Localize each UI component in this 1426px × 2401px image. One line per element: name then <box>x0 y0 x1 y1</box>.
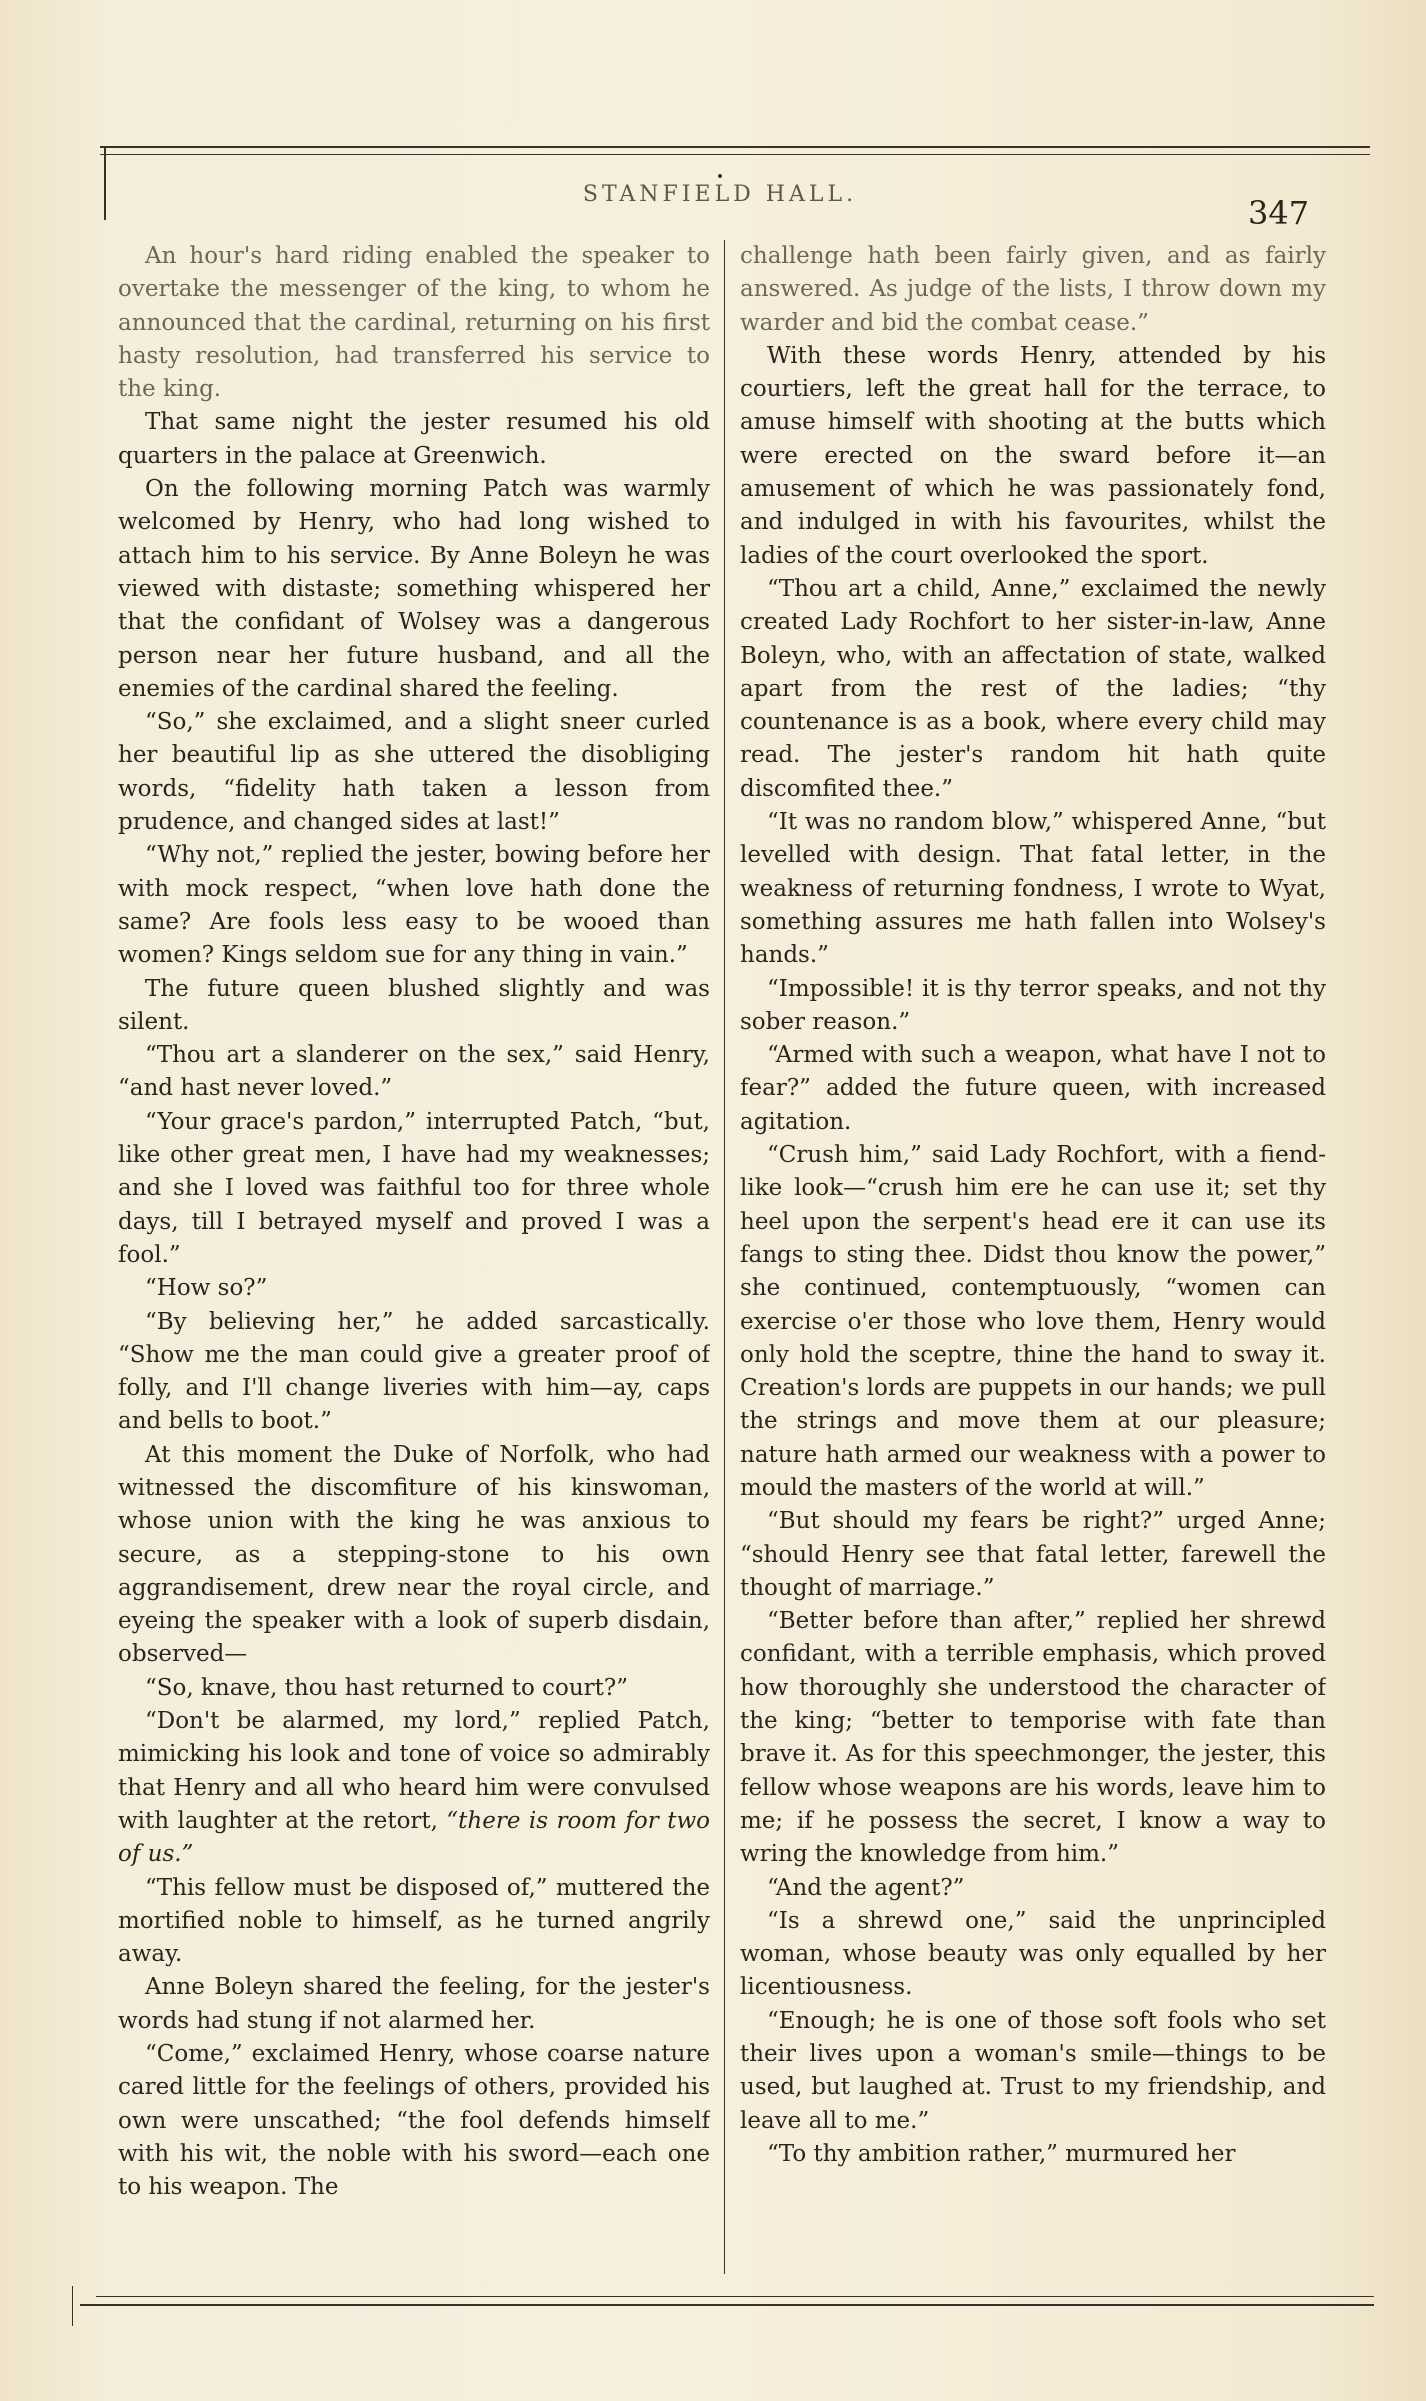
right-column <box>740 240 1326 2280</box>
paragraph: An hour's hard riding enabled the speaker to overtake the messenger of the king, to whom he announced that the cardinal, returning on his first hasty resolution, had transferred his service to the king. <box>118 243 710 403</box>
bottom-rule <box>80 2304 1374 2306</box>
paragraph: “So, knave, thou hast returned to court?” <box>145 1674 628 1701</box>
paragraph: “Thou art a child, Anne,” exclaimed the newly created Lady Rochfort to her sister-in-law, Anne Boleyn, who, with an affectation of state, walked apart from the rest of the ladies; “thy countenance is as a book, where every child may read. The jester's random hit hath quite discomfited thee.” <box>740 575 1326 802</box>
paragraph: “It was no random blow,” whispered Anne, “but levelled with design. That fatal letter, in the weakness of returning fondness, I wrote to Wyat, something assures me hath fallen into Wolsey's hands.” <box>740 809 1326 969</box>
left-margin-rule <box>104 146 106 220</box>
paragraph: The future queen blushed slightly and was silent. <box>118 975 710 1035</box>
paragraph: “Crush him,” said Lady Rochfort, with a fiend-like look—“crush him ere he can use it; set thy heel upon the serpent's head ere it can use its fangs to sting thee. Didst thou know the power,” she continued, contemptuously, “women can exercise o'er those who love them, Henry would only hold the sceptre, thine the hand to sway it. Creation's lords are puppets in our hands; we pull the strings and move them at our pleasure; nature hath armed our weakness with a power to mould the masters of the world at will.” <box>740 1142 1326 1501</box>
printer-mark <box>718 174 722 178</box>
paragraph: “This fellow must be disposed of,” muttered the mortified noble to himself, as he turned angrily away. <box>118 1874 710 1968</box>
paragraph: “Come,” exclaimed Henry, whose coarse nature cared little for the feelings of others, provided his own were unscathed; “the fool defends himself with his wit, the noble with his sword—each one to his weapon. The <box>118 2041 710 2201</box>
paragraph: “But should my fears be right?” urged Anne; “should Henry see that fatal letter, farewell the thought of marriage.” <box>740 1508 1326 1601</box>
bottom-rule-inner <box>96 2296 1374 2297</box>
top-rule-inner <box>100 154 1370 155</box>
left-column <box>118 240 710 2280</box>
paragraph-text: “Don't be alarmed, my lord,” replied Patch, mimicking his look and tone of voice so admirably that Henry and all who heard him were convulsed with laughter at the retort, <box>118 1708 710 1834</box>
paragraph: “Why not,” replied the jester, bowing before her with mock respect, “when love hath done the same? Are fools less easy to be wooed than women? Kings seldom sue for any thing in vain.” <box>118 842 710 969</box>
paragraph: “How so?” <box>145 1275 268 1302</box>
paragraph: Anne Boleyn shared the feeling, for the jester's words had stung if not alarmed her. <box>118 1974 710 2034</box>
paragraph: “And the agent?” <box>767 1874 965 1901</box>
paragraph: At this moment the Duke of Norfolk, who had witnessed the discomfiture of his kinswoman, whose union with the king he was anxious to secure, as a stepping-stone to his own aggrandisement, drew near the royal circle, and eyeing the speaker with a look of superb disdain, observed— <box>118 1441 710 1668</box>
top-rule <box>100 146 1370 148</box>
paragraph: “Thou art a slanderer on the sex,” said Henry, “and hast never loved.” <box>118 1042 710 1102</box>
page-number: 347 <box>1248 194 1310 232</box>
paragraph: “Impossible! it is thy terror speaks, and not thy sober reason.” <box>740 975 1326 1035</box>
paragraph: “By believing her,” he added sarcastically. “Show me the man could give a greater proof of folly, and I'll change liveries with him—ay, caps and bells to boot.” <box>118 1308 710 1435</box>
paragraph-with-italic <box>118 1705 710 1871</box>
paragraph: “Armed with such a weapon, what have I not to fear?” added the future queen, with increased agitation. <box>740 1042 1326 1135</box>
bottom-left-tick <box>72 2286 73 2326</box>
paragraph-continued: challenge hath been fairly given, and as fairly answered. As judge of the lists, I throw down my warder and bid the combat cease.” <box>740 243 1326 336</box>
paragraph: “Your grace's pardon,” interrupted Patch, “but, like other great men, I have had my weaknesses; and she I loved was faithful too for three whole days, till I betrayed myself and proved I was a fool.” <box>118 1108 710 1268</box>
column-divider <box>724 240 725 2274</box>
paragraph: “Better before than after,” replied her shrewd confidant, with a terrible emphasis, which proved how thoroughly she understood the character of the king; “better to temporise with fate than brave it. As for this speechmonger, the jester, this fellow whose weapons are his words, leave him to me; if he possess the secret, I know a way to wring the knowledge from him.” <box>740 1608 1326 1868</box>
paragraph: “To thy ambition rather,” murmured her <box>767 2140 1236 2167</box>
paragraph: On the following morning Patch was warmly welcomed by Henry, who had long wished to attach him to his service. By Anne Boleyn he was viewed with distaste; something whispered her that the confidant of Wolsey was a dangerous person near her future husband, and all the enemies of the cardinal shared the feeling. <box>118 476 710 702</box>
paragraph: “Is a shrewd one,” said the unprincipled woman, whose beauty was only equalled by her licentiousness. <box>740 1907 1326 2001</box>
paragraph: “Enough; he is one of those soft fools who set their lives upon a woman's smile—things to be used, but laughed at. Trust to my friendship, and leave all to me.” <box>740 2007 1326 2134</box>
running-title: STANFIELD HALL. <box>582 182 858 207</box>
paragraph: “So,” she exclaimed, and a slight sneer curled her beautiful lip as she uttered the disobliging words, “fidelity hath taken a lesson from prudence, and changed sides at last!” <box>118 709 710 836</box>
paragraph: That same night the jester resumed his old quarters in the palace at Greenwich. <box>118 409 710 469</box>
paragraph: With these words Henry, attended by his courtiers, left the great hall for the terrace, to amuse himself with shooting at the butts which were erected on the sward before it—an amusement of which he was passionately fond, and indulged in with his favourites, whilst the ladies of the court overlooked the sport. <box>740 342 1326 569</box>
italic-quote: “there is room for two of us.” <box>118 1807 710 1868</box>
